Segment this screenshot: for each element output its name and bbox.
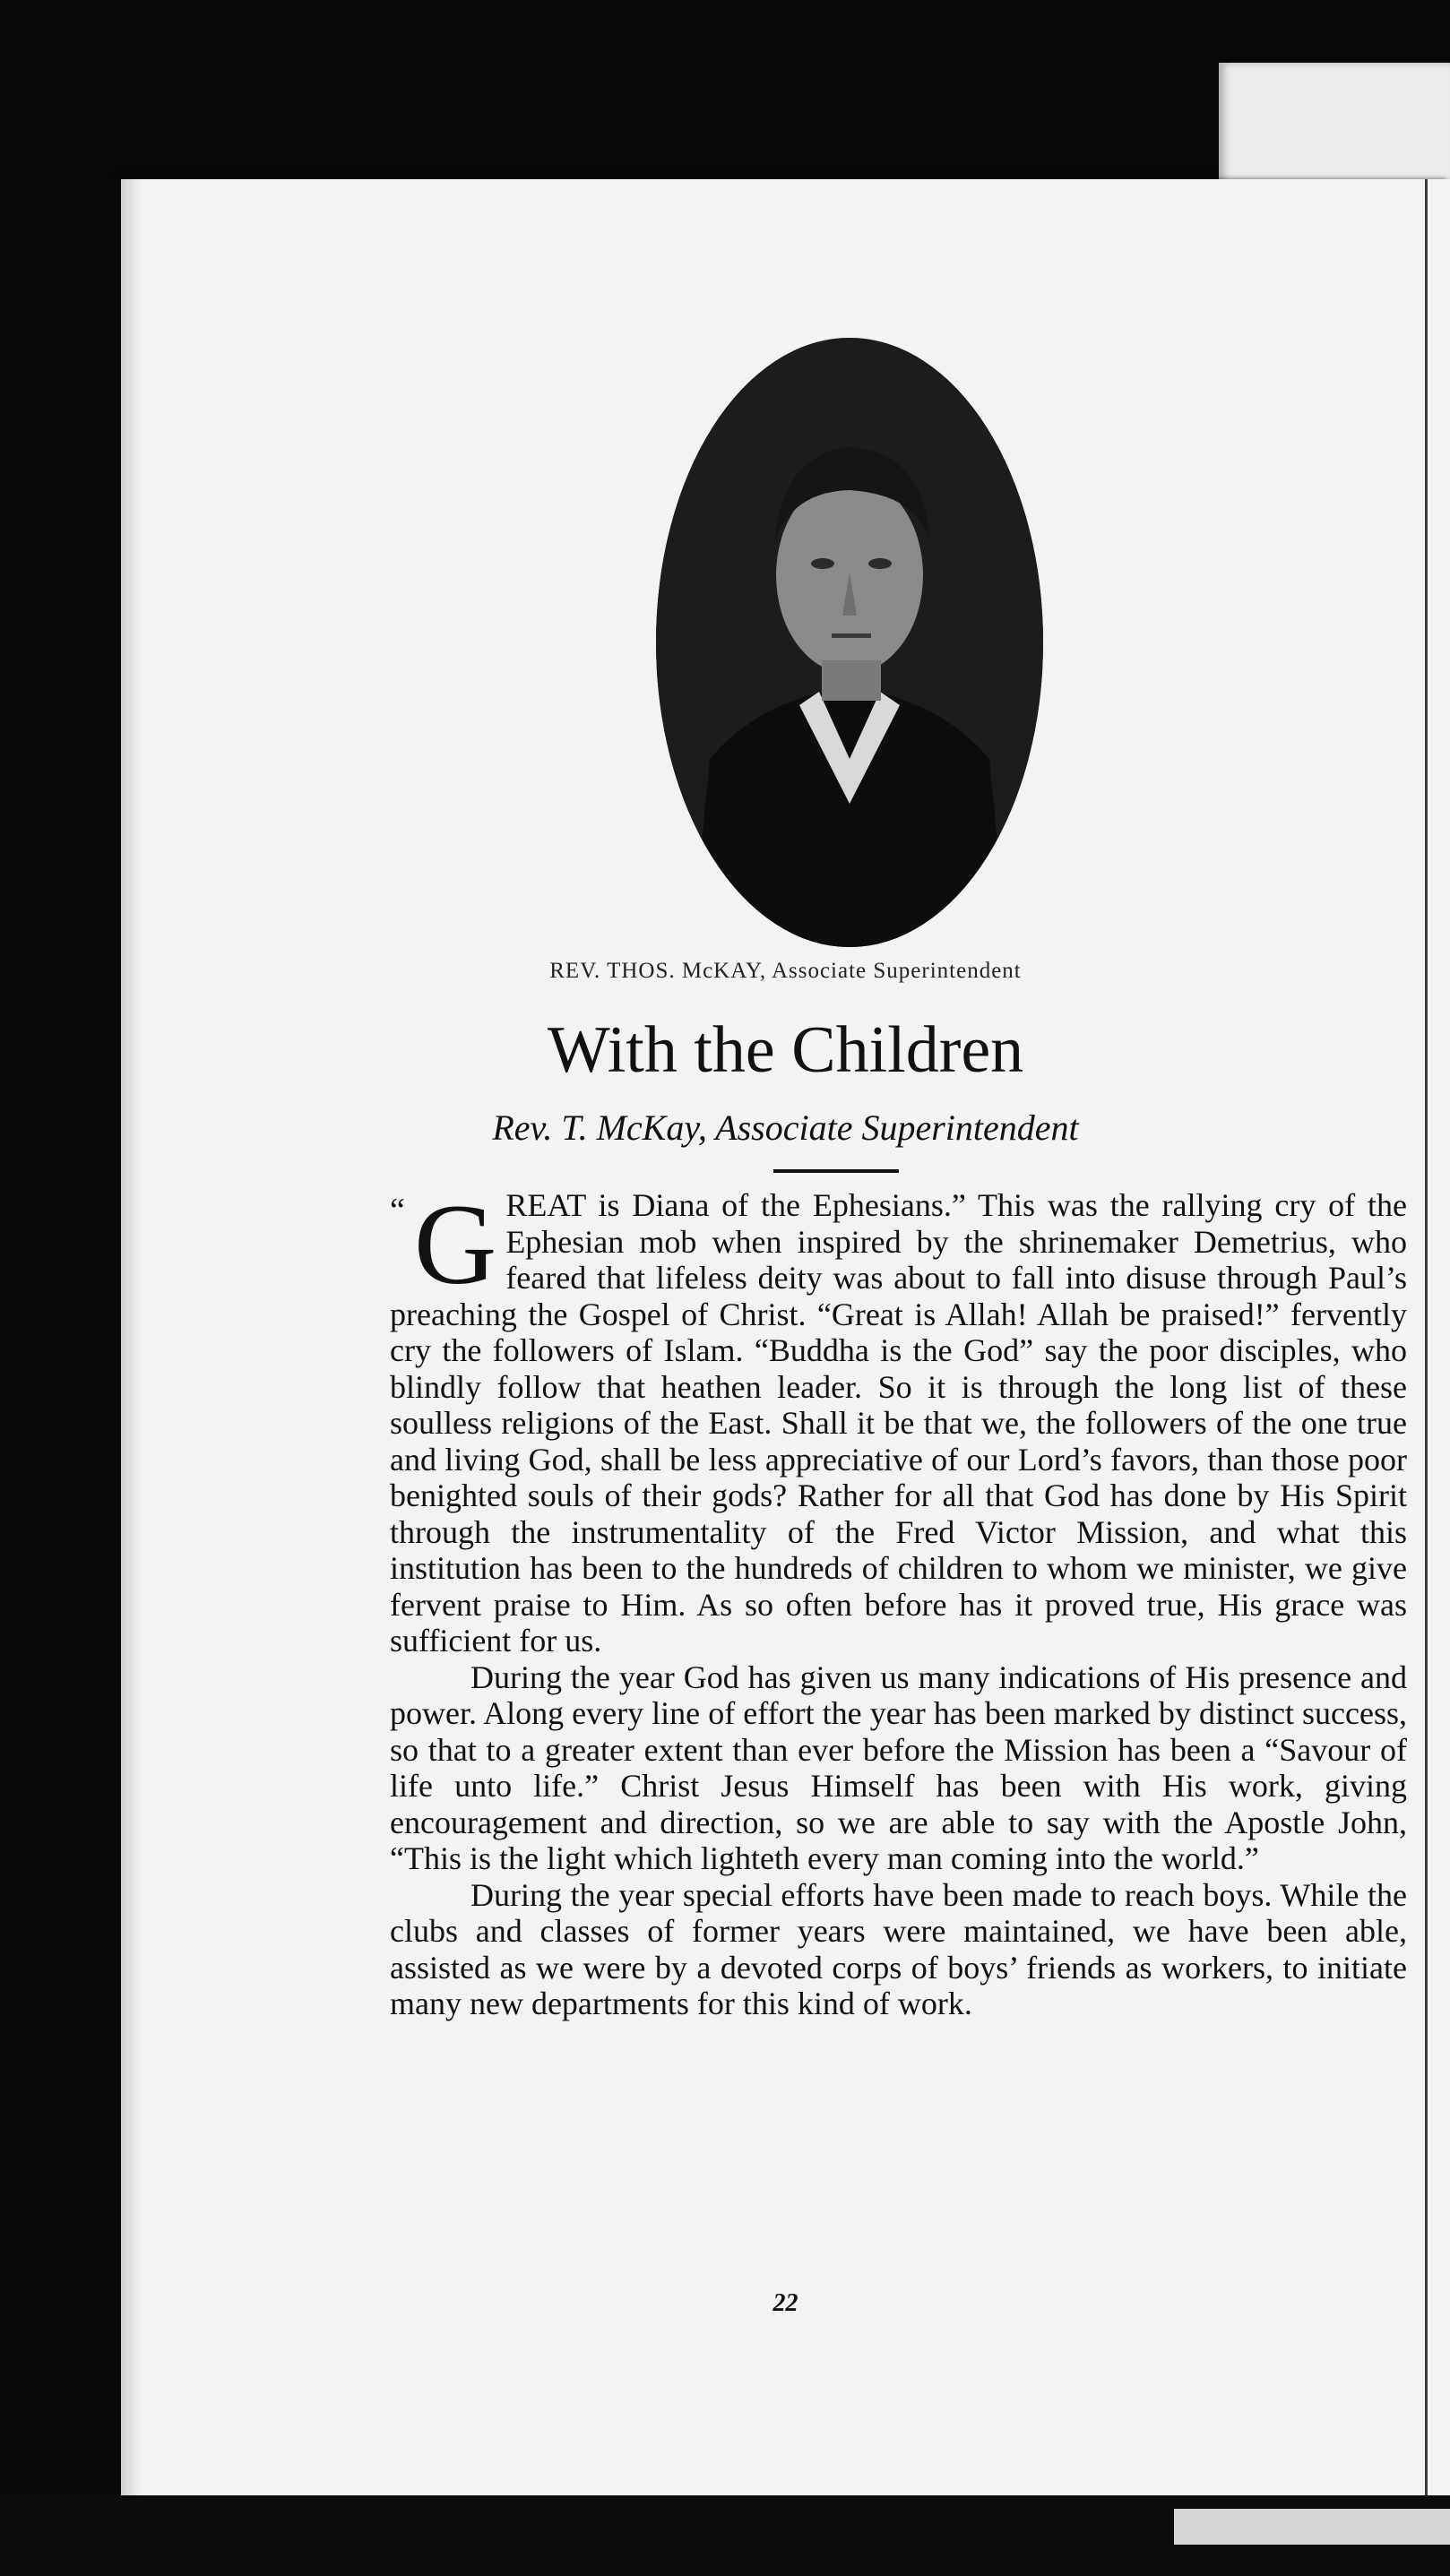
paragraph-2: During the year God has given us many indications of His presence and power. Along every line of effort the year has been marked by distinct success, so that to a greater extent than ever before the Mission has been a “Savour of life unto life.” Christ Jesus Himself has been with His work, giving encouragement and direction, so we are able to say with the Apostle John, “This is the light which lighteth every man coming into the world.” [390,1658,1407,1876]
opening-quote: “ [390,1192,405,1229]
title-divider [773,1169,899,1173]
right-eye [868,558,892,569]
article-title: With the Children [547,1013,1024,1087]
neck-shape [822,660,881,701]
portrait-figure [656,338,1043,947]
article-body [390,1181,1407,2022]
document-page [121,179,1450,2495]
article-byline: Rev. T. McKay, Associate Superintendent [492,1107,1079,1148]
bottom-paper-scrap [1174,2509,1450,2545]
left-eye [811,558,834,569]
paragraph-1-text: REAT is Diana of the Ephesians.” This was the rallying cry of the Ephesian mob when inspired by the shrinemaker Demetrius, who feared that lifeless deity was about to fall into disuse through Paul’s preaching the Gospel of Christ. “Great is Allah! Allah be praised!” fervently cry the followers of Islam. “Buddha is the God” say the poor disciples, who blindly follow that heathen leader. So it is through the long list of these soulless religions of the East. Shall it be that we, the followers of the one true and living God, shall be less appreciative of our Lord’s favors, than those poor benighted souls of their gods? Rather for all that God has done by His Spirit through the instrumentality of the Fred Victor Mission, and what this institution has been to the hundreds of children to whom we minister, we give fervent praise to Him. As so often before has it proved true, His grace was sufficient for us. [390,1187,1407,1658]
paragraph-1 [390,1181,1407,1659]
page-number: 22 [772,2289,798,2317]
torn-paper-scrap [1219,63,1450,184]
photo-caption: REV. THOS. McKAY, Associate Superintendent [549,959,1022,983]
drop-cap: G [413,1181,497,1308]
mouth-shape [832,633,871,638]
paragraph-3: During the year special efforts have been made to reach boys. While the clubs and classes of former years were maintained, we have been able, assisted as we were by a devoted corps of boys’ friends as workers, to initiate many new departments for this kind of work. [390,1876,1407,2021]
page-gutter-shadow [121,179,141,2495]
portrait-photo [656,338,1043,947]
page-right-edge [1425,179,1428,2495]
